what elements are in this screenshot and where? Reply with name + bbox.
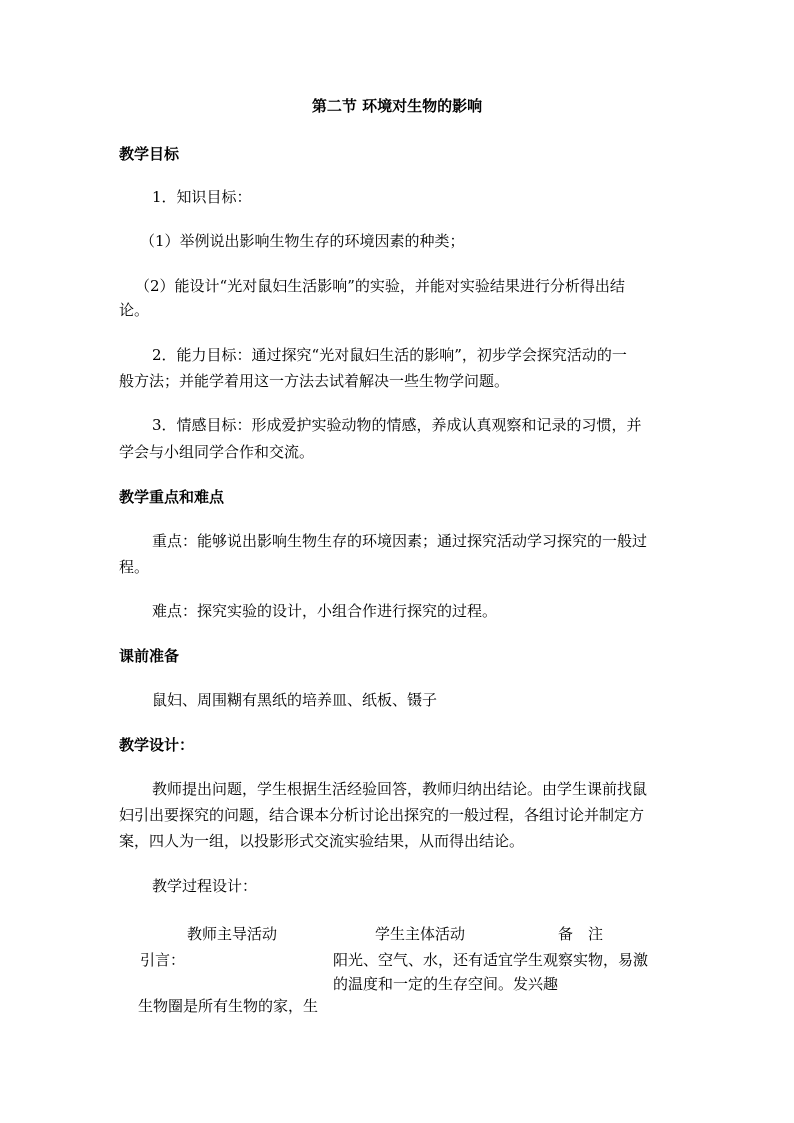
process-label: 教学过程设计： [152, 877, 258, 895]
focus-line-1: 重点：能够说出影响生物生存的环境因素；通过探究活动学习探究的一般过 [152, 532, 648, 550]
design-para-line-1: 教师提出问题，学生根据生活经验回答，教师归纳出结论。由学生课前找鼠 [152, 780, 648, 798]
table-cell-student-line-1: 阳光、空气、水，还有适宜学生观察实物，易激 [333, 951, 649, 969]
table-header-student: 学生主体活动 [375, 925, 466, 943]
focus-line-2: 程。 [119, 558, 150, 576]
table-cell-teacher-line-3: 生物圈是所有生物的家，生 [138, 997, 319, 1015]
goal-sub-1: （1）举例说出影响生物生存的环境因素的种类； [140, 232, 465, 250]
difficulty-line: 难点：探究实验的设计，小组合作进行探究的过程。 [152, 602, 498, 620]
goal-item-2-line-2: 般方法；并能学着用这一方法去试着解决一些生物学问题。 [119, 372, 510, 390]
goal-item-3-line-2: 学会与小组同学合作和交流。 [119, 443, 315, 461]
table-cell-student-line-2: 的温度和一定的生存空间。发兴趣 [333, 975, 559, 993]
table-cell-teacher-line-1: 引言： [140, 951, 186, 969]
goal-item-2-line-1: 2．能力目标：通过探究“光对鼠妇生活的影响”，初步学会探究活动的一 [152, 346, 627, 364]
table-header-notes: 备 注 [558, 925, 604, 943]
section-heading-prep: 课前准备 [119, 647, 180, 665]
section-heading-key-points: 教学重点和难点 [119, 488, 225, 506]
prep-materials: 鼠妇、周围糊有黑纸的培养皿、纸板、镊子 [152, 691, 438, 709]
design-para-line-3: 案，四人为一组，以投影形式交流实验结果，从而得出结论。 [119, 832, 525, 850]
design-para-line-2: 妇引出要探究的问题，结合课本分析讨论出探究的一般过程，各组讨论并制定方 [119, 806, 645, 824]
page-title: 第二节 环境对生物的影响 [311, 97, 483, 115]
goal-item-1-label: 1．知识目标： [152, 188, 252, 206]
section-heading-goals: 教学目标 [119, 145, 180, 163]
goal-sub-2-line-1: （2）能设计“光对鼠妇生活影响”的实验，并能对实验结果进行分析得出结 [135, 277, 625, 295]
goal-item-3-line-1: 3．情感目标：形成爱护实验动物的情感，养成认真观察和记录的习惯，并 [152, 416, 642, 434]
goal-sub-2-line-2: 论。 [119, 301, 150, 319]
section-heading-design: 教学设计： [119, 736, 195, 754]
table-header-teacher: 教师主导活动 [187, 925, 278, 943]
